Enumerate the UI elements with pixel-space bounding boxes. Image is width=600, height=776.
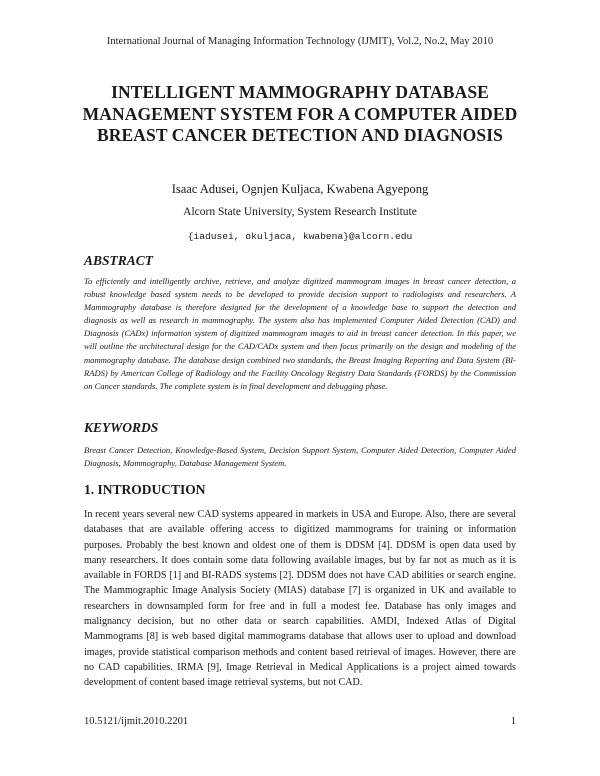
abstract-heading: ABSTRACT	[84, 253, 154, 268]
author-list: Isaac Adusei, Ognjen Kuljaca, Kwabena Agyepong	[171, 182, 429, 196]
paper-title: INTELLIGENT MAMMOGRAPHY DATABASE MANAGEMENT SYSTEM FOR A COMPUTER AIDED BREAST CANCER DETECTION AND DIAGNOSIS	[82, 82, 518, 145]
introduction-text: In recent years several new CAD systems appeared in markets in USA and Europe. Also, there are several databases that are available offering access to digitized mammograms for training or information purposes. Probably the best known and oldest one of them is DDSM [4]. DDSM is open data used by many researchers. It does contain some data following available images, but by far not as much as it is available in FORDS [1] and BI-RADS systems [2]. DDSM does not have CAD abilities or search engine. The Mammographic Image Analysis Society (MIAS) database [7] is organized in UK and available to researchers in downsampled form for free and in full a modest fee. Database has only images and malignancy decision, but no other data or search capabilities. AMDI, Indexed Atlas of Digital Mammograms [8] is web based digital mammograms database that allows user to upload and download images, provide statistical comparison methods and content based retrieval of images. However, there are no CAD capabilities. IRMA [9], Image Retrieval in Medical Applications is a project aimed towards development of content based image retrieval systems, but not CAD.	[84, 509, 516, 689]
running-header: International Journal of Managing Information Technology (IJMIT), Vol.2, No.2, May 2010	[106, 36, 494, 47]
doi-footer: 10.5121/ijmit.2010.2201	[84, 716, 189, 727]
author-emails: {iadusei, okuljaca, kwabena}@alcorn.edu	[187, 231, 413, 242]
introduction-heading: 1. INTRODUCTION	[84, 482, 206, 497]
keywords-text: Breast Cancer Detection, Knowledge-Based System, Decision Support System, Computer Aided Detection, Computer Aided Diagnosis, Mammography, Database Management System.	[84, 445, 516, 469]
page-number: 1	[510, 716, 516, 727]
keywords-heading: KEYWORDS	[84, 420, 159, 435]
abstract-text: To efficiently and intelligently archive, retrieve, and analyze digitized mammogram images in breast cancer detection, a robust knowledge based system needs to be developed to provide decision support to radiologists and researchers. A Mammography database is therefore designed for the development of a knowledge base to support the detection and diagnosis as well as research in mammography. The system also has implemented Computer Aided Detection (CAD) and Diagnosis (CADx) information system of digitized mammogram images to aid in breast cancer detection. In this paper, we will outline the architectural design for the CAD/CADx system and then focus primarily on the design and modeling of the mammography database. The database design combined two standards, the Breast Imaging Reporting and Data System (BI-RADS) by American College of Radiology and the Facility Oncology Registry Data Standards (FORDS) by the Commission on Cancer standards. The complete system is in final development and debugging phase.	[84, 276, 516, 391]
affiliation: Alcorn State University, System Research Institute	[183, 206, 417, 218]
